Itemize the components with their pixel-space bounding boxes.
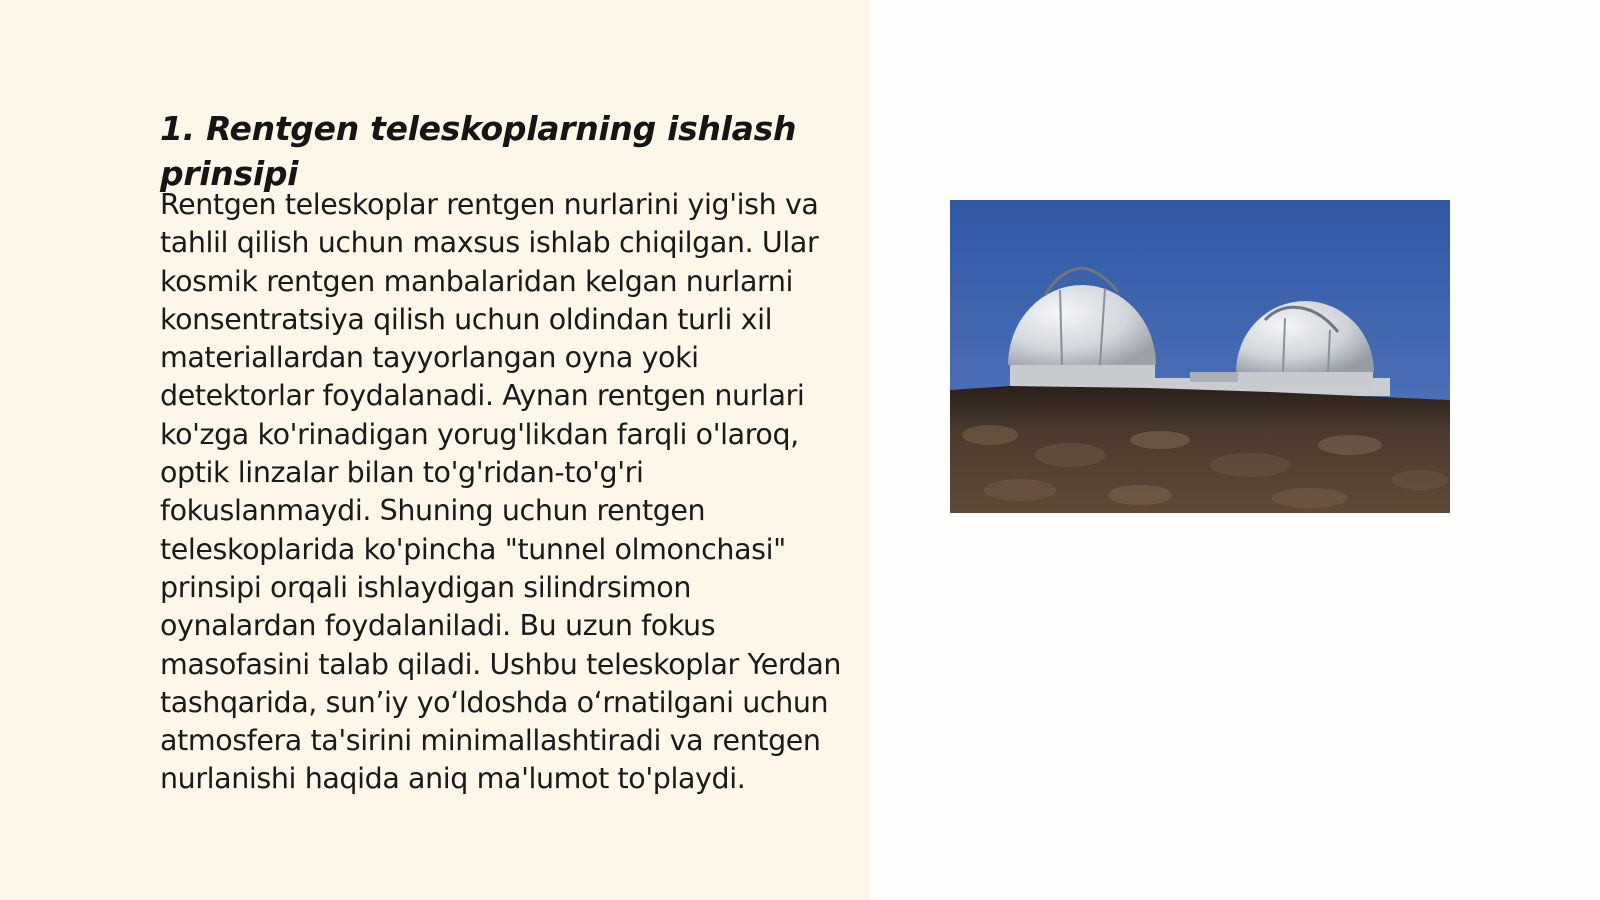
slide-title: 1. Rentgen teleskoplarning ishlash prinsipi [160,109,797,193]
image-panel [870,0,1600,900]
observatory-photo [950,200,1450,513]
slide-body-text: Rentgen teleskoplar rentgen nurlarini yig'ish va tahlil qilish uchun maxsus ishlab chiqilgan. Ular kosmik rentgen manbalaridan kelgan nurlarni konsentratsiya qilish uchun oldindan turli xil materiallardan tayyorlangan oyna yoki detektorlar foydalanadi. Aynan rentgen nurlari ko'zga ko'rinadigan yorug'likdan farqli o'laroq, optik linzalar bilan to'g'ridan-to'g'ri fokuslanmaydi. Shuning uchun rentgen teleskoplarida ko'pincha "tunnel olmonchasi" prinsipi orqali ishlaydigan silindrsimon oynalardan foydalaniladi. Bu uzun fokus masofasini talab qiladi. Ushbu teleskoplar Yerdan tashqarida, sun’iy yo‘ldoshda o‘rnatilgani uchun atmosfera ta'sirini minimallashtiradi va rentgen nurlanishi haqida aniq ma'lumot to'playdi. [160,188,842,796]
